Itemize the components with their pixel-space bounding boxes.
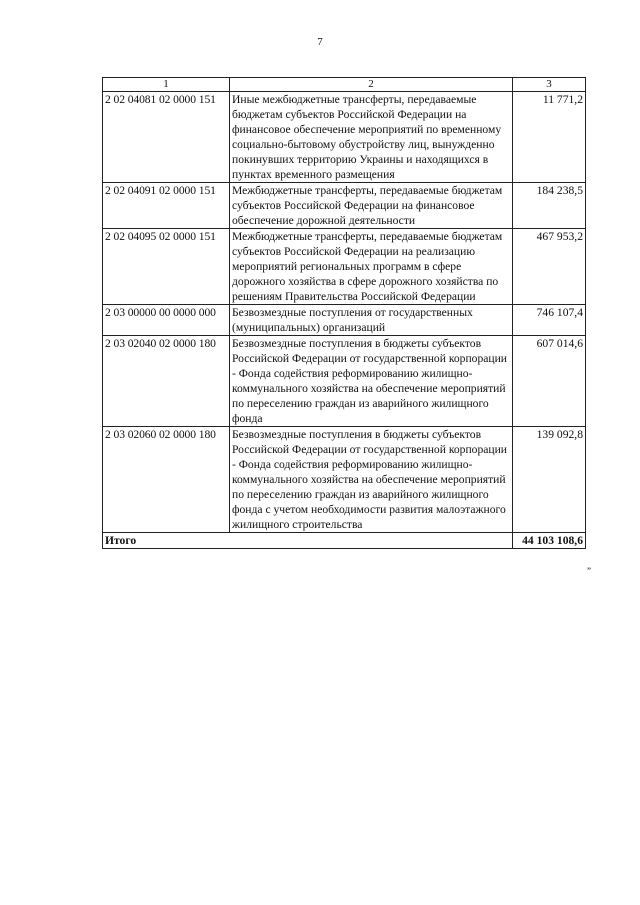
row-name: Безвозмездные поступления в бюджеты субъектов Российской Федерации от государственной корпорации - Фонда содействия реформированию жилищно-коммунального хозяйства на обеспечение мероприятий по переселению граждан из аварийного жилищного фонда с учетом необходимости развития малоэтажного жилищного строительства bbox=[230, 427, 513, 533]
total-row bbox=[103, 533, 586, 549]
table-row bbox=[103, 336, 586, 427]
row-name: Иные межбюджетные трансферты, передаваемые бюджетам субъектов Российской Федерации на финансовое обеспечение мероприятий по временному социально-бытовому обустройству лиц, вынужденно покинувших территорию Украины и находящихся в пунктах временного размещения bbox=[230, 92, 513, 183]
closing-quote-mark: ” bbox=[587, 566, 591, 576]
row-amount: 467 953,2 bbox=[513, 229, 586, 305]
revenue-table bbox=[102, 77, 586, 549]
row-amount: 607 014,6 bbox=[513, 336, 586, 427]
table-row bbox=[103, 183, 586, 229]
row-name: Безвозмездные поступления от государственных (муниципальных) организаций bbox=[230, 305, 513, 336]
row-code: 2 03 02040 02 0000 180 bbox=[103, 336, 230, 427]
page-number: 7 bbox=[317, 36, 323, 48]
table-row bbox=[103, 427, 586, 533]
row-name: Межбюджетные трансферты, передаваемые бюджетам субъектов Российской Федерации на реализацию мероприятий региональных программ в сфере дорожного хозяйства в сфере дорожного хозяйства по решениям Правительства Российской Федерации bbox=[230, 229, 513, 305]
row-amount: 139 092,8 bbox=[513, 427, 586, 533]
row-name: Безвозмездные поступления в бюджеты субъектов Российской Федерации от государственной корпорации - Фонда содействия реформированию жилищно-коммунального хозяйства на обеспечение мероприятий по переселению граждан из аварийного жилищного фонда bbox=[230, 336, 513, 427]
table-row bbox=[103, 305, 586, 336]
column-header-amount: 3 bbox=[513, 78, 586, 92]
row-code: 2 02 04095 02 0000 151 bbox=[103, 229, 230, 305]
row-amount: 746 107,4 bbox=[513, 305, 586, 336]
row-amount: 11 771,2 bbox=[513, 92, 586, 183]
total-label: Итого bbox=[103, 533, 513, 549]
row-code: 2 02 04081 02 0000 151 bbox=[103, 92, 230, 183]
column-header-code: 1 bbox=[103, 78, 230, 92]
row-code: 2 02 04091 02 0000 151 bbox=[103, 183, 230, 229]
row-code: 2 03 02060 02 0000 180 bbox=[103, 427, 230, 533]
total-amount: 44 103 108,6 bbox=[513, 533, 586, 549]
row-amount: 184 238,5 bbox=[513, 183, 586, 229]
row-name: Межбюджетные трансферты, передаваемые бюджетам субъектов Российской Федерации на финансовое обеспечение дорожной деятельности bbox=[230, 183, 513, 229]
table-row bbox=[103, 92, 586, 183]
column-header-name: 2 bbox=[230, 78, 513, 92]
header-row bbox=[103, 78, 586, 92]
table-row bbox=[103, 229, 586, 305]
row-code: 2 03 00000 00 0000 000 bbox=[103, 305, 230, 336]
